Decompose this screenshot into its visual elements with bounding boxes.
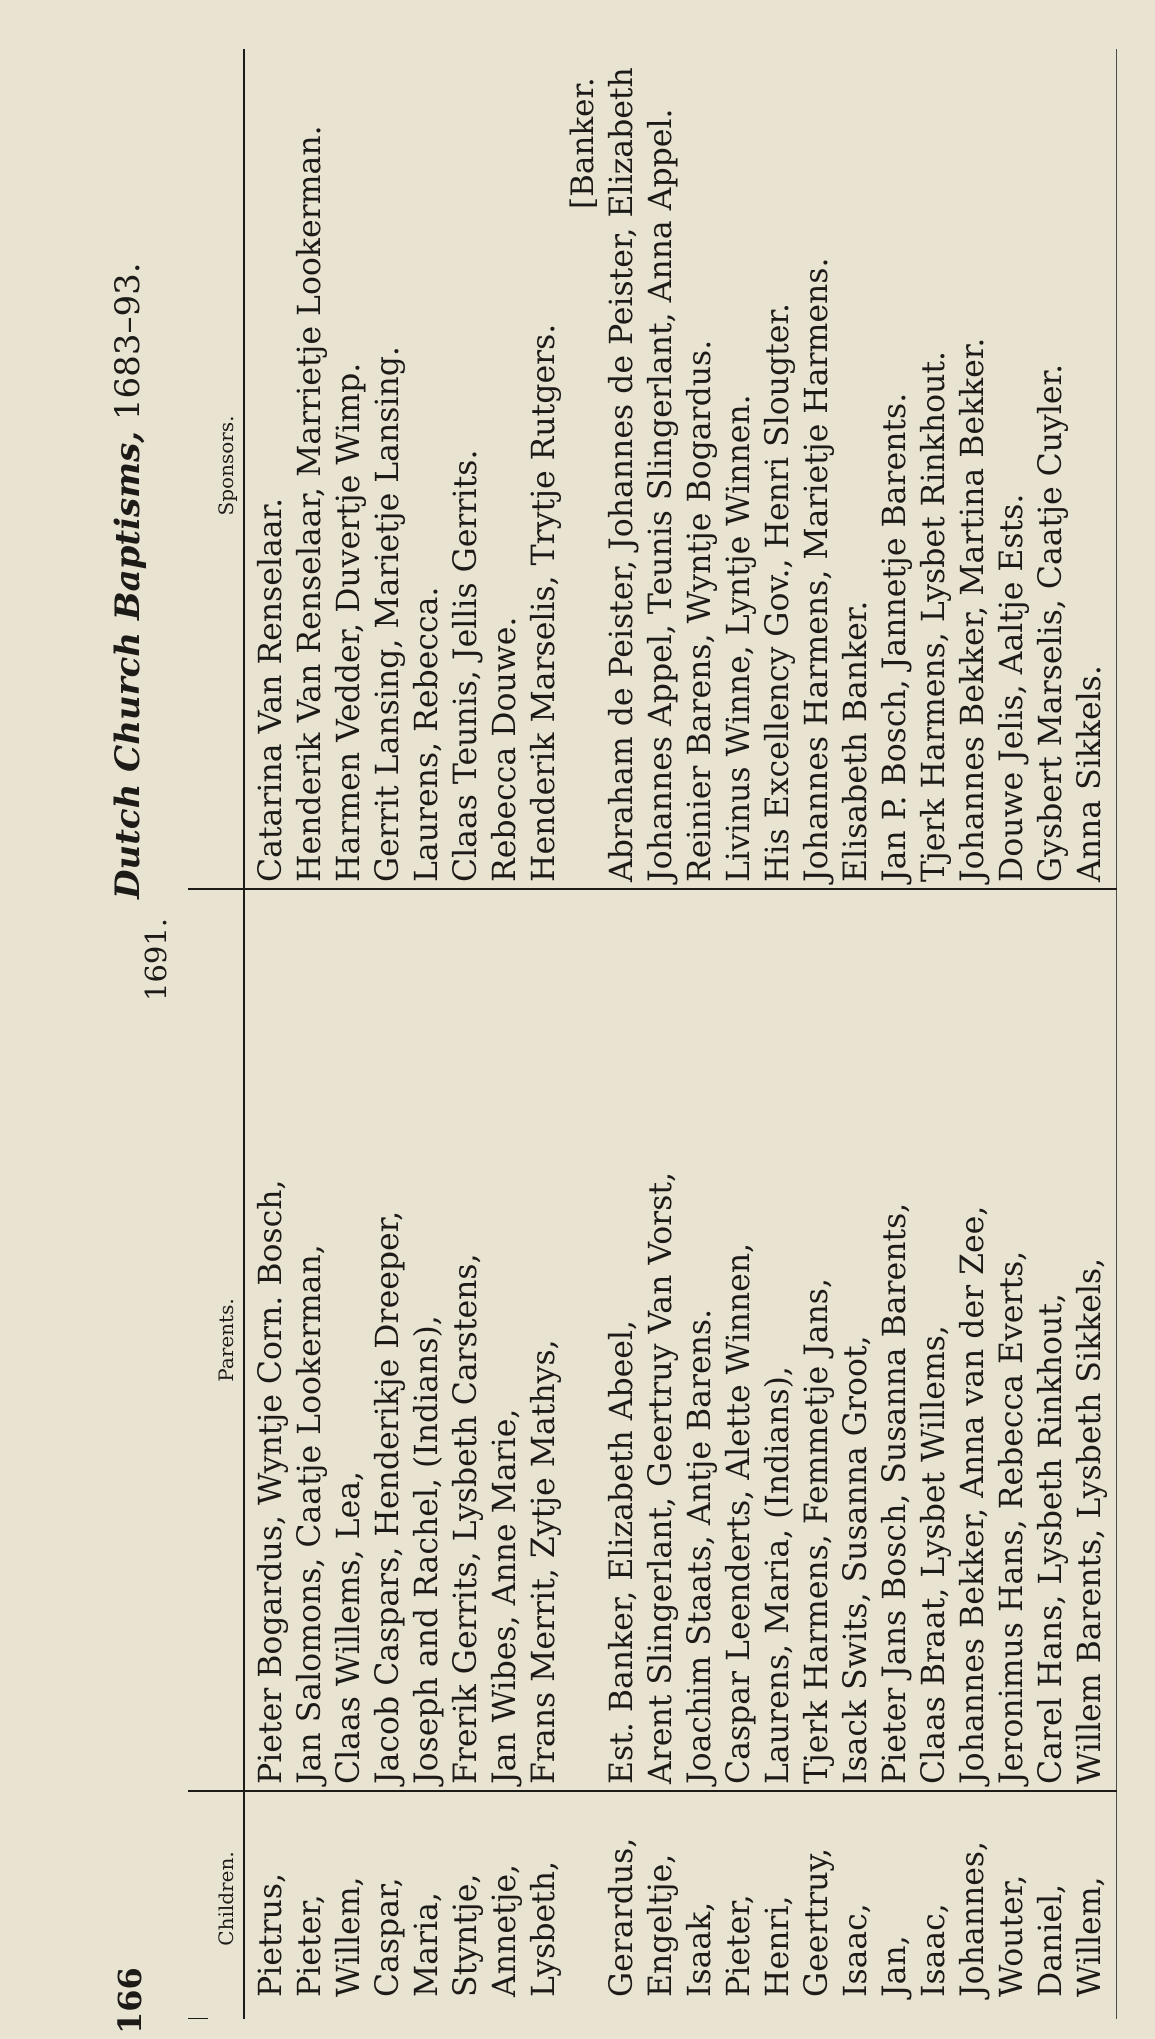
sponsors-entry: Abraham de Peister, Johannes de Peister, Elizabeth [604,67,640,882]
parents-entry: Claas Braat, Lysbet Willems, [916,1325,952,1784]
parents-entry: Jan Salomons, Caatje Lookerman, [292,1244,328,1784]
child-name: Gerardus, [604,1837,640,1997]
sponsors-entry: Johannes Harmens, Marietje Harmens. [799,257,835,882]
parents-entry: Jeronimus Hans, Rebecca Everts, [994,1250,1030,1784]
parents-entry: Willem Barents, Lysbeth Sikkels, [1072,1257,1108,1784]
sponsors-entry: Rebecca Douwe. [487,616,523,882]
sponsors-entry: Reinier Barens, Wyntje Bogardus. [682,339,718,882]
child-name: Pieter, [292,1894,328,1997]
parents-entry: Pieter Jans Bosch, Susanna Barents, [877,1202,913,1784]
child-name: Lysbeth, [526,1860,562,1997]
child-name: Isaak, [682,1901,718,1997]
parents-column-header: Parents. [214,1298,238,1382]
sponsors-entry: Henderik Van Renselaar, Marrietje Lookerman. [292,125,328,882]
parents-entry: Frerik Gerrits, Lysbeth Carstens, [448,1253,484,1784]
year-heading: 1691. [139,917,173,1001]
sponsors-entry: Gerrit Lansing, Marietje Lansing. [370,346,406,882]
child-name: Willem, [331,1876,367,1997]
sponsors-entry: Johannes Bekker, Martina Bekker. [955,337,991,882]
parents-entry: Laurens, Maria, (Indians), [760,1366,796,1784]
sponsors-entry: Claas Teunis, Jellis Gerrits. [448,449,484,882]
child-name: Caspar, [370,1877,406,1997]
sponsors-entry: Anna Sikkels. [1072,665,1108,882]
parents-entry: Carel Hans, Lysbeth Rinkhout, [1033,1293,1069,1784]
child-name: Willem, [1072,1876,1108,1997]
child-name: Isaac, [838,1903,874,1997]
parents-entry: Frans Merrit, Zytje Mathys, [526,1339,562,1784]
page-number: 166 [111,1967,149,2034]
running-title: Dutch Church Baptisms, [108,430,148,899]
child-name: Johannes, [955,1840,991,1997]
sponsors-entry: Elisabeth Banker. [838,600,874,882]
parents-entry: Jacob Caspars, Henderikje Dreeper, [370,1210,406,1784]
child-name: Daniel, [1033,1883,1069,1997]
sponsors-entry: Tjerk Harmens, Lysbet Rinkhout. [916,350,952,882]
parents-entry: Claas Willems, Lea, [331,1470,367,1784]
sponsors-entry: Catarina Van Renselaar. [253,497,289,882]
child-name: Maria, [409,1892,445,1997]
child-name: Engeltje, [643,1853,679,1997]
parents-entry: Isack Swits, Susanna Groot, [838,1335,874,1784]
parents-entry: Caspar Leenderts, Alette Winnen, [721,1242,757,1784]
children-column-header: Children. [214,1851,238,1946]
baptism-table [188,49,1117,2019]
sponsors-entry: His Excellency Gov., Henri Slougter. [760,302,796,882]
sponsors-entry: Gysbert Marselis, Caatje Cuyler. [1033,363,1069,882]
parents-entry: Tjerk Harmens, Femmetje Jans, [799,1278,835,1784]
sponsors-entry: Harmen Vedder, Duvertje Wimp. [331,362,367,882]
sponsors-entry: Laurens, Rebecca. [409,586,445,882]
child-name: Pietrus, [253,1872,289,1997]
child-name: Henri, [760,1895,796,1997]
child-name: Geertruy, [799,1847,835,1997]
sponsors-column-header: Sponsors. [214,415,238,516]
running-header [108,262,148,899]
parents-entry: Joseph and Rachel, (Indians), [409,1315,445,1784]
sponsors-entry: Henderik Marselis, Trytje Rutgers. [526,323,562,882]
sponsors-entry: Johannes Appel, Teunis Slingerlant, Anna Appel. [643,108,679,882]
child-name: Pieter, [721,1894,757,1997]
parents-entry: Joachim Staats, Antje Barens. [682,1308,718,1784]
parents-entry: Jan Wibes, Anne Marie, [487,1408,523,1784]
sponsors-entry: Livinus Winne, Lyntje Winnen. [721,394,757,882]
parents-entry: Johannes Bekker, Anna van der Zee, [955,1205,991,1784]
continuation-bracket: [Banker. [565,77,601,209]
sponsors-entry: Jan P. Bosch, Jannetje Barents. [877,392,913,882]
child-name: Isaac, [916,1903,952,1997]
running-years: 1683–93. [108,262,148,421]
sponsors-entry: Douwe Jelis, Aaltje Ests. [994,493,1030,882]
parents-entry: Arent Slingerlant, Geertruy Van Vorst, [643,1171,679,1784]
child-name: Jan, [877,1935,913,1997]
child-name: Annetje, [487,1863,523,1997]
child-name: Wouter, [994,1874,1030,1997]
parents-entry: Pieter Bogardus, Wyntje Corn. Bosch, [253,1179,289,1784]
parents-entry: Est. Banker, Elizabeth Abeel, [604,1320,640,1784]
child-name: Styntje, [448,1873,484,1997]
